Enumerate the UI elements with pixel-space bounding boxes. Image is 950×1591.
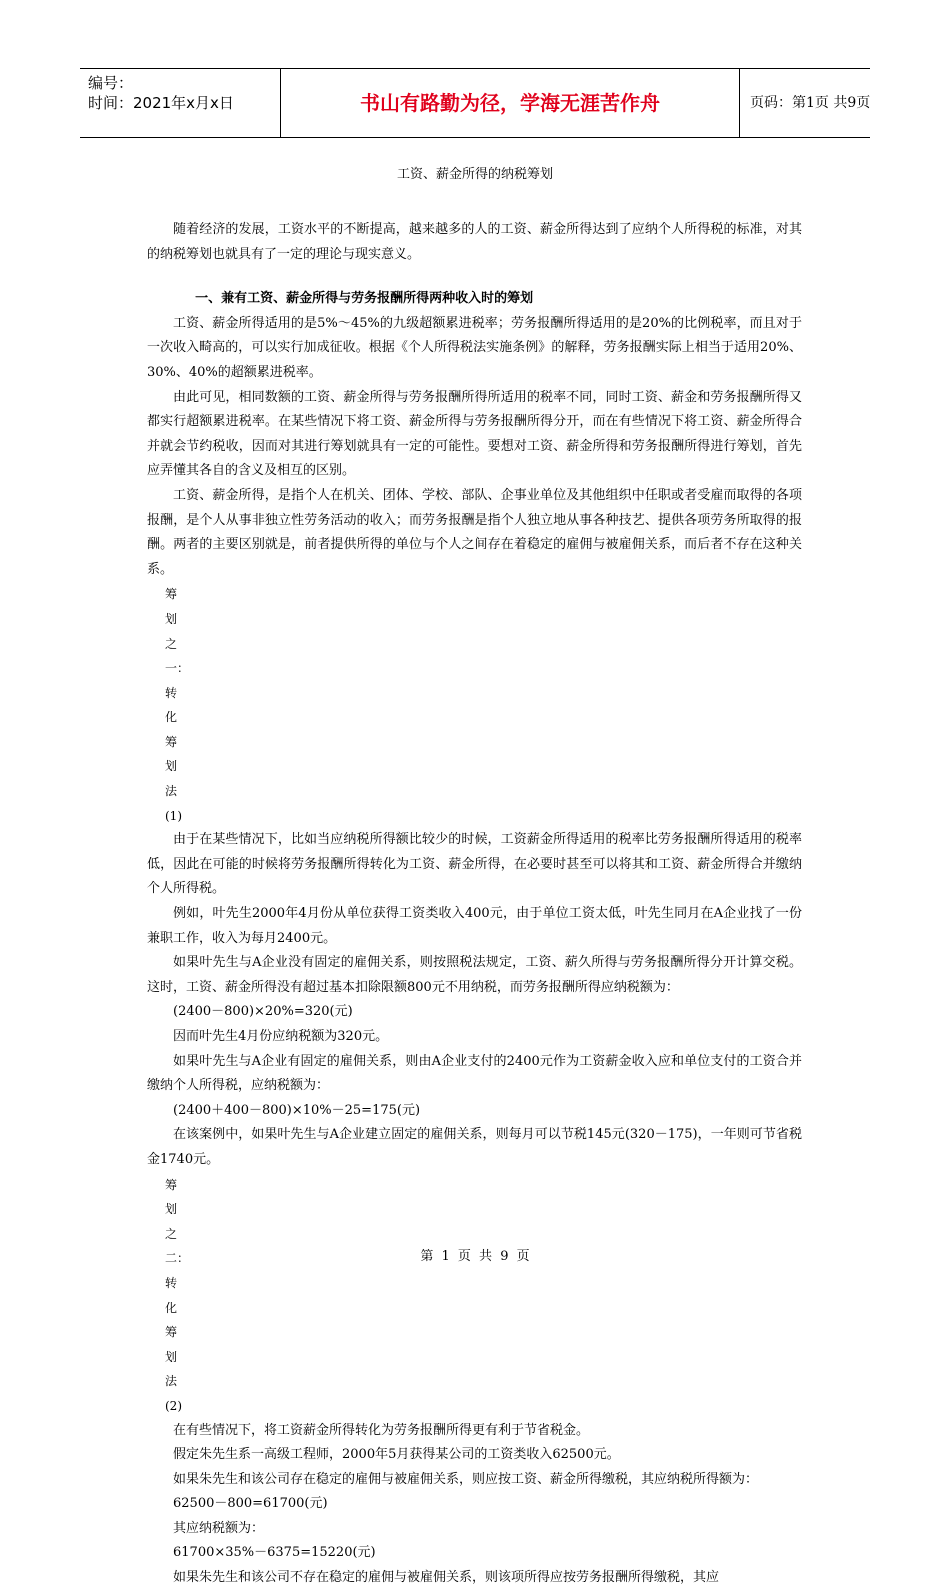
paragraph: 工资、薪金所得适用的是5%～45%的九级超额累进税率；劳务报酬所得适用的是20%的比例税率，而且对于一次收入畸高的，可以实行加成征收。根据《个人所得税法实施条例》的解释，劳务报酬实际上相当于适用20%、30%、40%的超额累进税率。 bbox=[147, 315, 802, 380]
formula: 61700×35%－6375=15220(元) bbox=[173, 1545, 376, 1561]
paragraph: 因而叶先生4月份应纳税额为320元。 bbox=[173, 1029, 389, 1044]
time-label: 时间：2021年x月x日 bbox=[88, 94, 234, 112]
header-motto: 书山有路勤为径，学海无涯苦作舟 bbox=[280, 69, 740, 137]
intro-paragraph: 随着经济的发展，工资水平的不断提高，越来越多的人的工资、薪金所得达到了应纳个人所得税的标准，对其的纳税筹划也就具有了一定的理论与现实意义。 bbox=[147, 222, 802, 262]
page-header bbox=[80, 68, 870, 138]
paragraph: 在该案例中，如果叶先生与A企业建立固定的雇佣关系，则每月可以节税145元(320－175)，一年则可节省税金1740元。 bbox=[147, 1127, 802, 1167]
document-title: 工资、薪金所得的纳税筹划 bbox=[396, 167, 553, 182]
section-heading: 一、兼有工资、薪金所得与劳务报酬所得两种收入时的筹划 bbox=[195, 291, 534, 307]
paragraph: 由于在某些情况下，比如当应纳税所得额比较少的时候，工资薪金所得适用的税率比劳务报酬所得适用的税率低，因此在可能的时候将劳务报酬所得转化为工资、薪金所得，在必要时甚至可以将其和工资、薪金所得合并缴纳个人所得税。 bbox=[147, 832, 802, 897]
paragraph: 在有些情况下，将工资薪金所得转化为劳务报酬所得更有利于节省税金。 bbox=[173, 1422, 590, 1438]
formula: (2400＋400－800)×10%－25=175(元) bbox=[173, 1102, 421, 1118]
formula: 62500－800=61700(元) bbox=[173, 1496, 328, 1512]
page-footer: 第 1 页 共 9 页 bbox=[420, 1249, 530, 1264]
subsection-heading: 筹划之二：转化筹划法(2) bbox=[165, 1177, 190, 1413]
paragraph: 工资、薪金所得，是指个人在机关、团体、学校、部队、企事业单位及其他组织中任职或者受雇而取得的各项报酬，是个人从事非独立性劳务活动的收入；而劳务报酬是指个人独立地从事各种技艺、提供各项劳务所取得的报酬。两者的主要区别就是，前者提供所得的单位与个人之间存在着稳定的雇佣与被雇佣关系，而后者不存在这种关系。 bbox=[147, 487, 802, 577]
paragraph: 如果叶先生与A企业没有固定的雇佣关系，则按照税法规定，工资、薪久所得与劳务报酬所得分开计算交税。这时，工资、薪金所得没有超过基本扣除限额800元不用纳税，而劳务报酬所得应纳税额为： bbox=[147, 955, 802, 995]
paragraph: 由此可见，相同数额的工资、薪金所得与劳务报酬所得所适用的税率不同，同时工资、薪金和劳务报酬所得又都实行超额累进税率。在某些情况下将工资、薪金所得与劳务报酬所得分开，而在有些情况下将工资、薪金所得合并就会节约税收，因而对其进行筹划就具有一定的可能性。要想对工资、薪金所得和劳务报酬所得进行筹划，首先应弄懂其各自的含义及相互的区别。 bbox=[147, 389, 802, 479]
number-label: 编号： bbox=[88, 74, 134, 92]
subsection-heading: 筹划之一：转化筹划法(1) bbox=[165, 587, 190, 823]
paragraph: 如果叶先生与A企业有固定的雇佣关系，则由A企业支付的2400元作为工资薪金收入应和单位支付的工资合并缴纳个人所得税，应纳税额为： bbox=[147, 1053, 802, 1094]
document-body bbox=[147, 218, 802, 1591]
paragraph: 其应纳税额为： bbox=[173, 1520, 265, 1536]
formula: (2400－800)×20%=320(元) bbox=[173, 1004, 353, 1020]
header-page-info: 页码：第1页 共9页 bbox=[750, 95, 871, 111]
paragraph: 假定朱先生系一高级工程师，2000年5月获得某公司的工资类收入62500元。 bbox=[173, 1447, 620, 1463]
paragraph: 如果朱先生和该公司不存在稳定的雇佣与被雇佣关系，则该项所得应按劳务报酬所得缴税，其应 bbox=[173, 1570, 720, 1586]
paragraph: 例如，叶先生2000年4月份从单位获得工资类收入400元，由于单位工资太低，叶先生同月在A企业找了一份兼职工作，收入为每月2400元。 bbox=[147, 906, 802, 946]
paragraph: 如果朱先生和该公司存在稳定的雇佣与被雇佣关系，则应按工资、薪金所得缴税，其应纳税所得额为： bbox=[173, 1471, 759, 1487]
header-meta bbox=[80, 69, 280, 137]
